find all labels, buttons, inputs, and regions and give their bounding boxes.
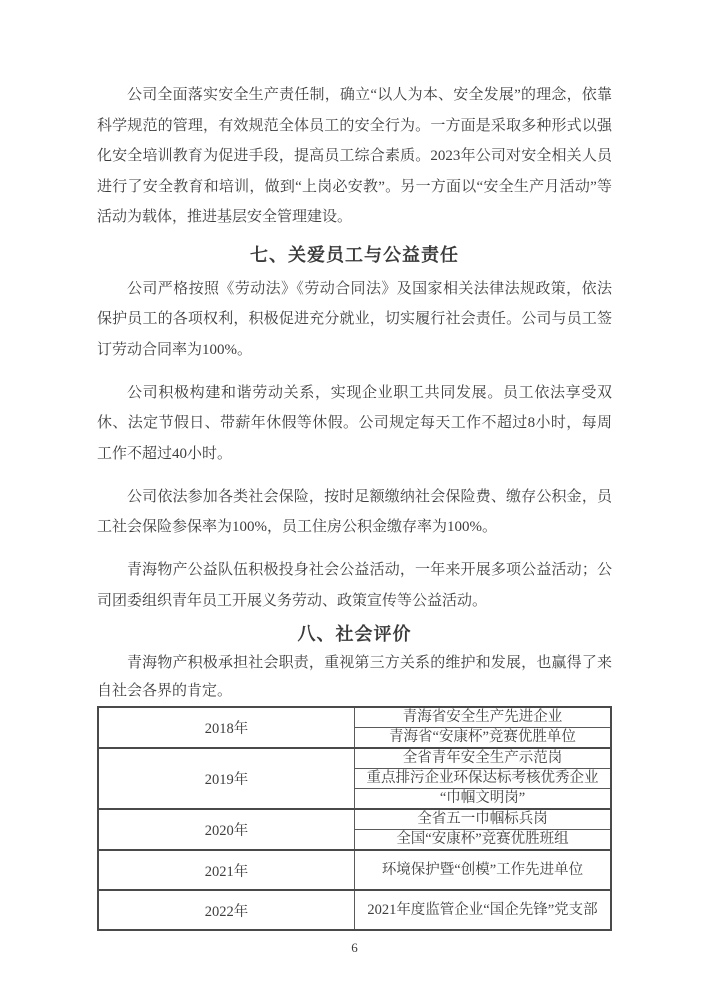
award-year-cell: 2021年	[98, 850, 355, 890]
award-name-cell: 全省青年安全生产示范岗	[355, 748, 612, 769]
intro-paragraph: 公司全面落实安全生产责任制，确立“以人为本、安全发展”的理念，依靠科学规范的管理，有效规范全体员工的安全行为。一方面是采取多种形式以强化安全培训教育为促进手段，提高员工综合素质。2023年公司对安全相关人员进行了安全教育和培训，做到“上岗必安教”。另一方面以“安全生产月活动”等活动为载体，推进基层安全管理建设。	[97, 87, 612, 225]
award-name-cell: “巾帼文明岗”	[355, 789, 612, 810]
award-year-cell: 2022年	[98, 890, 355, 930]
awards-table-row	[98, 890, 611, 930]
page-number: 6	[351, 940, 358, 955]
section-8-heading: 八、社会评价	[297, 624, 412, 644]
award-name-cell: 全国“安康杯”竞赛优胜班组	[355, 830, 612, 851]
award-name-cell: 重点排污企业环保达标考核优秀企业	[355, 769, 612, 789]
award-name-cell: 青海省“安康杯”竞赛优胜单位	[355, 728, 612, 749]
awards-table-row	[98, 809, 611, 830]
award-year-cell: 2020年	[98, 809, 355, 850]
awards-table-row	[98, 850, 611, 890]
award-name-cell: 2021年度监管企业“国企先锋”党支部	[355, 890, 612, 930]
section-7-paragraph-1: 公司严格按照《劳动法》《劳动合同法》及国家相关法律法规政策，依法保护员工的各项权利，积极促进充分就业，切实履行社会责任。公司与员工签订劳动合同率为100%。	[97, 280, 612, 358]
section-7-paragraph-3: 公司依法参加各类社会保险，按时足额缴纳社会保险费、缴存公积金，员工社会保险参保率为100%，员工住房公积金缴存率为100%。	[97, 488, 612, 535]
award-name-cell: 全省五一巾帼标兵岗	[355, 809, 612, 830]
award-year-cell: 2019年	[98, 748, 355, 809]
awards-table	[97, 706, 612, 931]
section-7-heading: 七、关爱员工与公益责任	[250, 244, 459, 265]
award-name-cell: 环境保护暨“创模”工作先进单位	[355, 850, 612, 890]
section-8-paragraph-1: 青海物产积极承担社会职责，重视第三方关系的维护和发展，也赢得了来自社会各界的肯定。	[97, 655, 612, 699]
awards-table-row	[98, 707, 611, 728]
award-year-cell: 2018年	[98, 707, 355, 748]
section-7-paragraph-2: 公司积极构建和谐劳动关系，实现企业职工共同发展。员工依法享受双休、法定节假日、带薪年休假等休假。公司规定每天工作不超过8小时，每周工作不超过40小时。	[97, 384, 612, 462]
awards-table-body	[98, 707, 611, 930]
award-name-cell: 青海省安全生产先进企业	[355, 707, 612, 728]
section-7-paragraph-4: 青海物产公益队伍积极投身社会公益活动，一年来开展多项公益活动；公司团委组织青年员工开展义务劳动、政策宣传等公益活动。	[97, 562, 612, 609]
awards-table-row	[98, 748, 611, 769]
